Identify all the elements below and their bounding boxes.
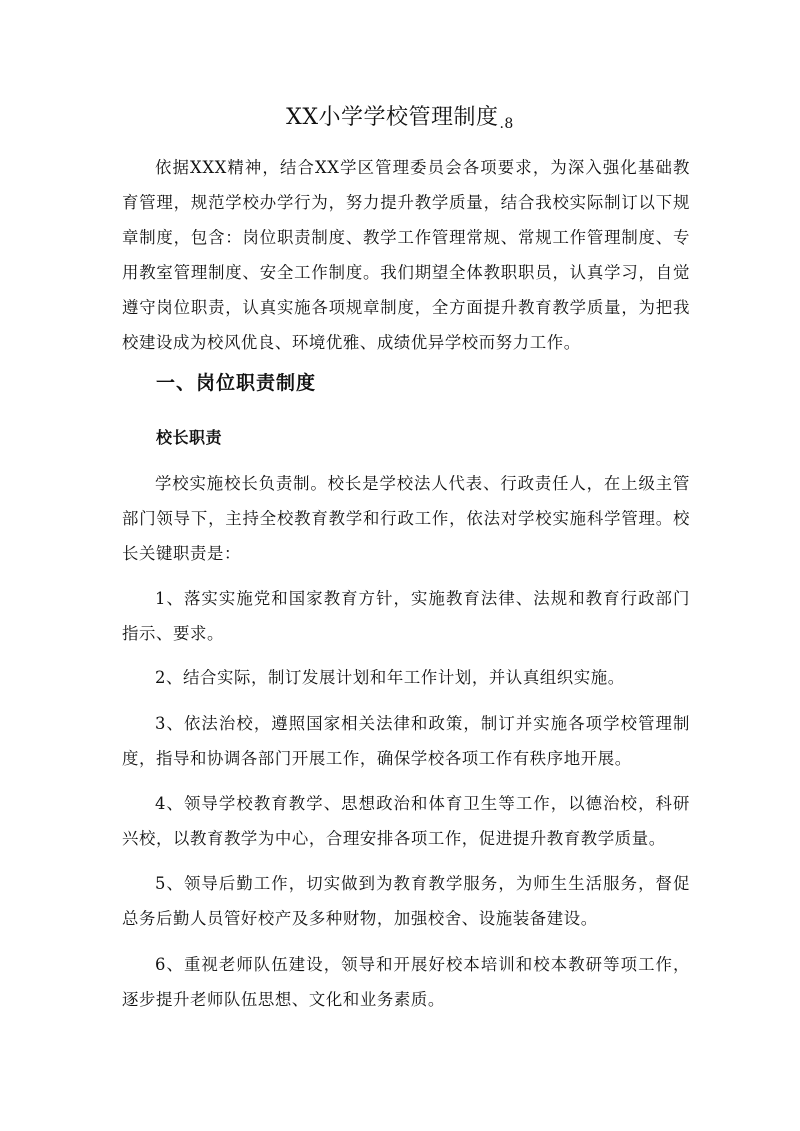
subsection-intro-paragraph: 学校实施校长负责制。校长是学校法人代表、行政责任人，在上级主管部门领导下，主持全校教育教学和行政工作，依法对学校实施科学管理。校长关键职责是： <box>122 474 690 563</box>
title-suffix: .8 <box>499 116 514 132</box>
list-item: 3、依法治校，遵照国家相关法律和政策，制订并实施各项学校管理制度，指导和协调各部门开展工作，确保学校各项工作有秩序地开展。 <box>122 714 690 768</box>
intro-paragraph: 依据XXX精神，结合XX学区管理委员会各项要求，为深入强化基础教育管理，规范学校办学行为，努力提升教学质量，结合我校实际制订以下规章制度，包含：岗位职责制度、教学工作管理常规、常规工作管理制度、专用教室管理制度、安全工作制度。我们期望全体教职职员，认真学习，自觉遵守岗位职责，认真实施各项规章制度，全方面提升教育教学质量，为把我校建设成为校风优良、环境优雅、成绩优异学校而努力工作。 <box>122 158 690 352</box>
list-item: 5、领导后勤工作，切实做到为教育教学服务，为师生生活服务，督促总务后勤人员管好校产及多种财物，加强校舍、设施装备建设。 <box>122 874 690 928</box>
list-item: 1、落实实施党和国家教育方针，实施教育法律、法规和教育行政部门指示、要求。 <box>122 589 690 643</box>
section-heading: 一、岗位职责制度 <box>156 372 317 394</box>
title-text: XX小学学校管理制度 <box>286 105 499 130</box>
list-item: 4、领导学校教育教学、思想政治和体育卫生等工作，以德治校，科研兴校，以教育教学为中心，合理安排各项工作，促进提升教育教学质量。 <box>122 794 690 848</box>
page-title <box>0 103 800 139</box>
list-item: 2、结合实际，制订发展计划和年工作计划，并认真组织实施。 <box>155 668 625 687</box>
list-item: 6、重视老师队伍建设，领导和开展好校本培训和校本教研等项工作，逐步提升老师队伍思想、文化和业务素质。 <box>122 955 690 1009</box>
subsection-heading: 校长职责 <box>156 428 223 447</box>
